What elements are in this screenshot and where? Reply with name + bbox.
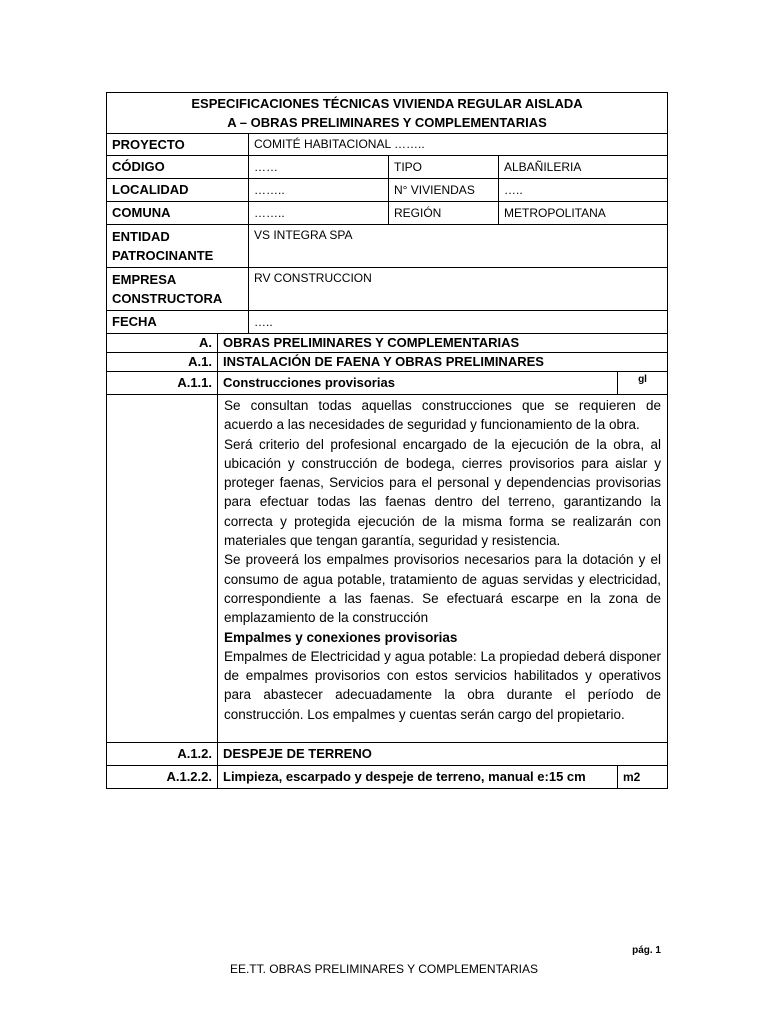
paragraph-4 bbox=[224, 647, 661, 724]
section-a1-title: INSTALACIÓN DE FAENA Y OBRAS PRELIMINARES bbox=[218, 353, 668, 372]
title-line-2: A – OBRAS PRELIMINARES Y COMPLEMENTARIAS bbox=[227, 115, 547, 130]
section-a11-title: Construcciones provisorias bbox=[218, 372, 618, 395]
section-a11-unit: gl bbox=[618, 372, 668, 395]
section-a12-title: DESPEJE DE TERRENO bbox=[218, 743, 668, 766]
section-a12-number: A.1.2. bbox=[107, 743, 218, 766]
footer-title: EE.TT. OBRAS PRELIMINARES Y COMPLEMENTARIAS bbox=[229, 962, 539, 976]
document-title bbox=[107, 93, 668, 134]
proyecto-label: PROYECTO bbox=[107, 134, 249, 156]
spec-items-table bbox=[106, 333, 668, 789]
entidad-label: ENTIDAD PATROCINANTE bbox=[107, 225, 249, 268]
paragraph-1: Se consultan todas aquellas construcciones que se requieren de acuerdo a las necesidades de seguridad y funcionamiento de la obra. bbox=[224, 398, 662, 433]
body-spacer-cell bbox=[107, 395, 218, 743]
section-a122-unit: m2 bbox=[618, 766, 668, 789]
tipo-value: ALBAÑILERIA bbox=[499, 156, 668, 179]
title-line-1: ESPECIFICACIONES TÉCNICAS VIVIENDA REGULAR AISLADA bbox=[191, 96, 583, 111]
empresa-label: EMPRESA CONSTRUCTORA bbox=[107, 268, 249, 311]
section-a1-number: A.1. bbox=[107, 353, 218, 372]
localidad-label: LOCALIDAD bbox=[107, 179, 249, 202]
paragraph-4-lead: Empalmes de Electricidad y agua potable: bbox=[224, 648, 477, 664]
paragraph-2: Será criterio del profesional encargado de la ejecución de la obra, al ubicación y construcción de bodega, cierres provisorios para aislar y proteger faenas, Servicios para el personal y dependencias provisorias para efectuar todas las faenas dentro del terreno, garantizando la correcta y protegida ejecución de la misma forma se realizarán con materiales que tengan garantía, seguridad y resistencia. bbox=[224, 436, 662, 549]
proyecto-value: COMITÉ HABITACIONAL …….. bbox=[249, 134, 668, 156]
fecha-value: ….. bbox=[249, 311, 668, 334]
tipo-label: TIPO bbox=[389, 156, 499, 179]
empresa-value: RV CONSTRUCCION bbox=[249, 268, 668, 311]
fecha-label: FECHA bbox=[107, 311, 249, 334]
section-a-title: OBRAS PRELIMINARES Y COMPLEMENTARIAS bbox=[218, 334, 668, 353]
spec-header-table bbox=[106, 92, 668, 334]
section-a11-number: A.1.1. bbox=[107, 372, 218, 395]
viviendas-value: ….. bbox=[499, 179, 668, 202]
section-a122-number: A.1.2.2. bbox=[107, 766, 218, 789]
comuna-label: COMUNA bbox=[107, 202, 249, 225]
section-a122-title: Limpieza, escarpado y despeje de terreno, manual e:15 cm bbox=[218, 766, 618, 789]
paragraph-3: Se proveerá los empalmes provisorios necesarios para la dotación y el consumo de agua potable, tratamiento de aguas servidas y electricidad, correspondiente a las faenas. Se efectuará escarpe en la zona de emplazamiento de la construcción bbox=[224, 552, 662, 626]
page-number: pág. 1 bbox=[632, 945, 661, 956]
subheading-empalmes: Empalmes y conexiones provisorias bbox=[224, 629, 458, 645]
codigo-value: …… bbox=[249, 156, 389, 179]
localidad-value: …….. bbox=[249, 179, 389, 202]
viviendas-label: N° VIVIENDAS bbox=[389, 179, 499, 202]
section-a11-description bbox=[218, 395, 668, 743]
entidad-value: VS INTEGRA SPA bbox=[249, 225, 668, 268]
paragraph-4-rest: La propiedad deberá disponer de empalmes provisorios con estos servicios habilitados y operativos para abastecer adecuadamente la obra durante el período de construcción. Los empalmes y cuentas serán cargo del propietario. bbox=[224, 648, 662, 722]
region-label: REGIÓN bbox=[389, 202, 499, 225]
region-value: METROPOLITANA bbox=[499, 202, 668, 225]
codigo-label: CÓDIGO bbox=[107, 156, 249, 179]
spec-document bbox=[106, 92, 667, 789]
comuna-value: …….. bbox=[249, 202, 389, 225]
section-a-number: A. bbox=[107, 334, 218, 353]
